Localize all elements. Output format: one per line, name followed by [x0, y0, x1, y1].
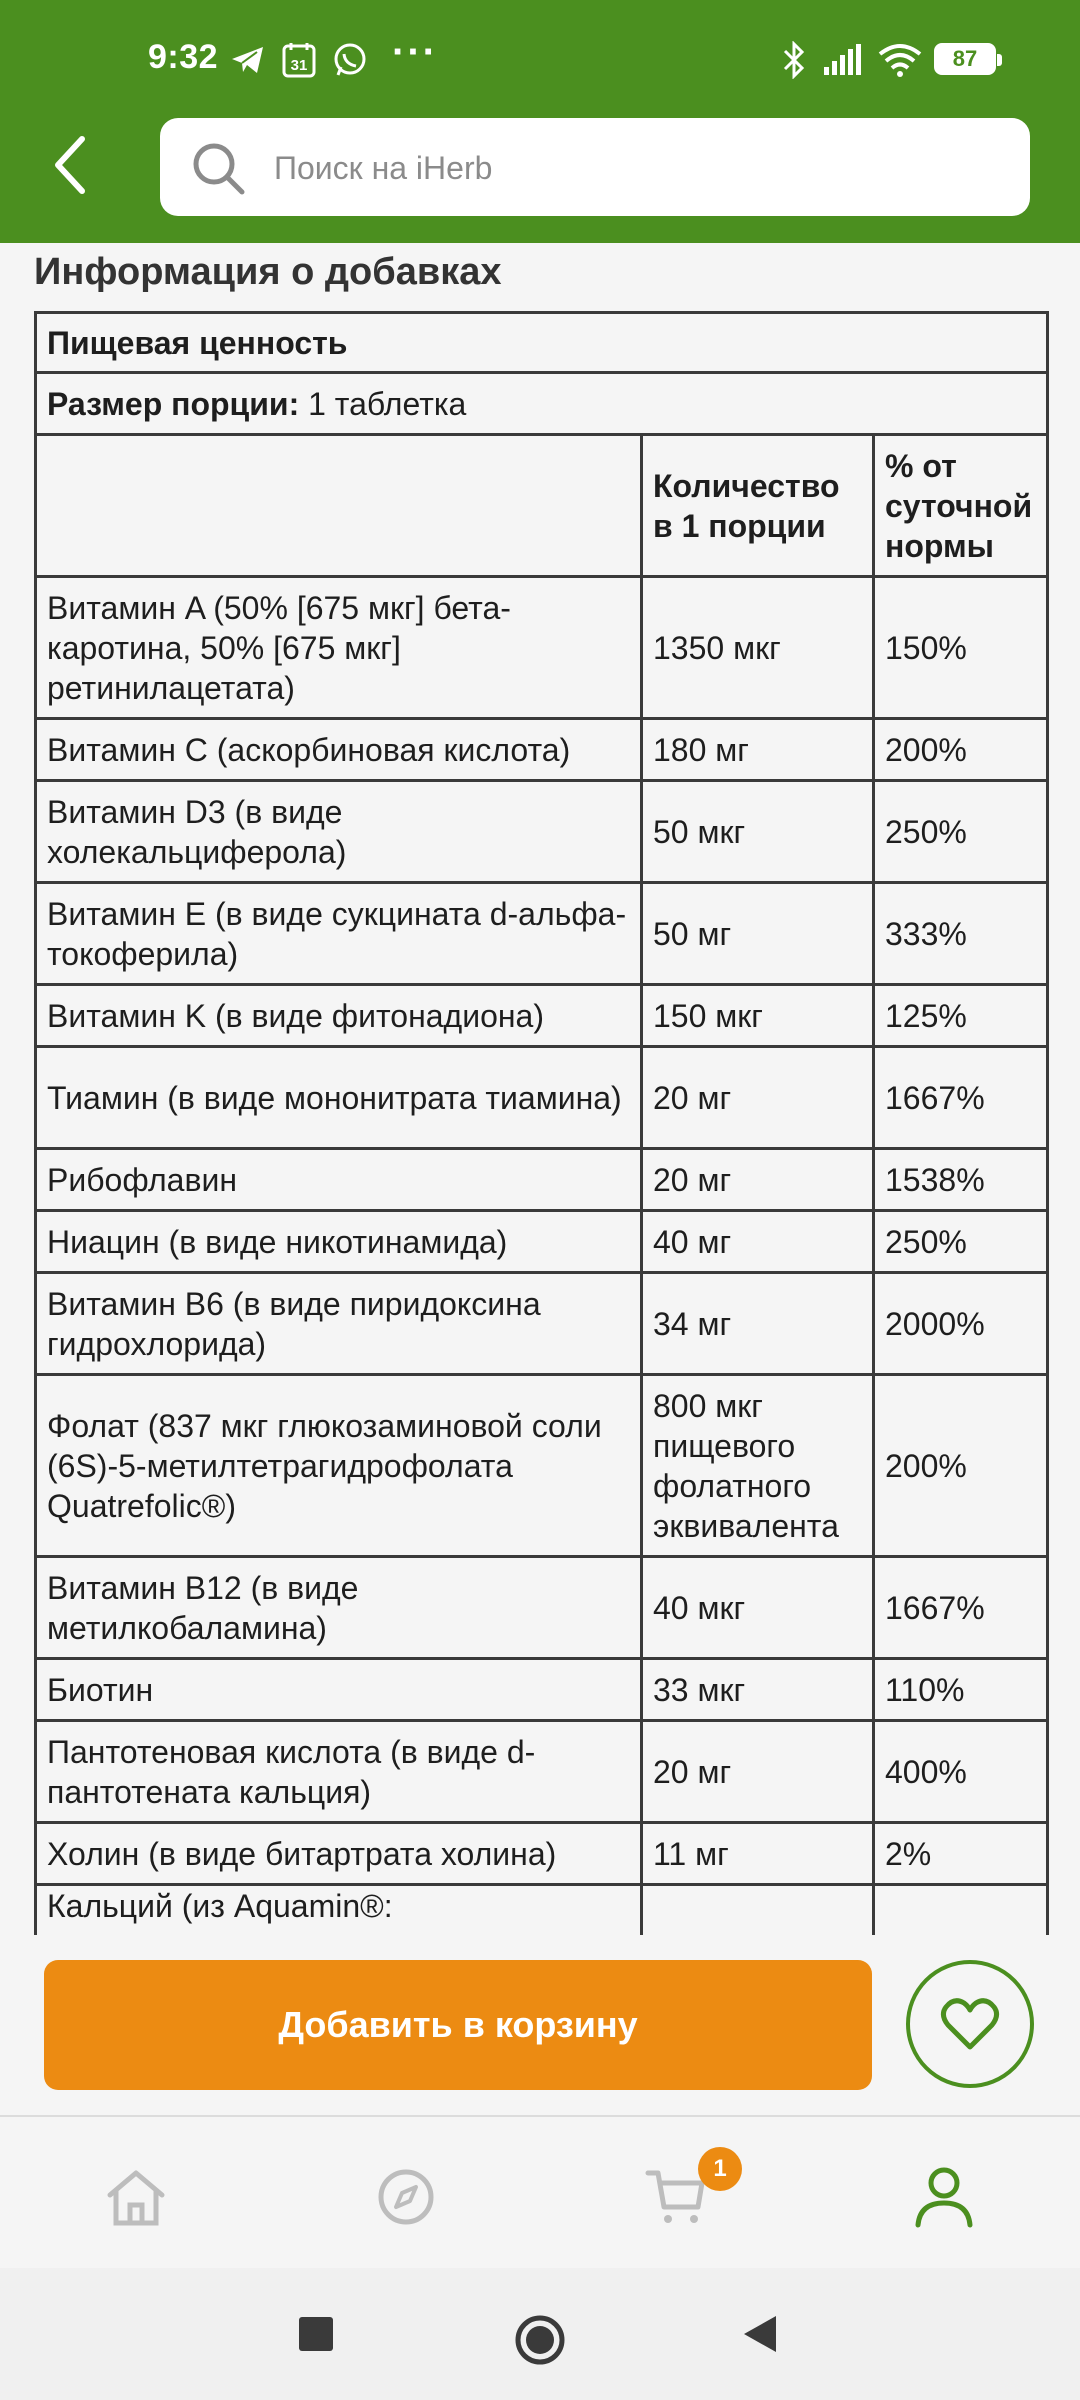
table-header-row [36, 435, 1048, 577]
nutrient-amount-cell: 800 мкг пищевого фолатного эквивалента [642, 1375, 874, 1557]
nutrient-dv-cell: 250% [874, 1211, 1048, 1273]
table-row [36, 1557, 1048, 1659]
compass-icon [376, 2167, 436, 2227]
table-row [36, 1211, 1048, 1273]
nutrient-name-cell: Витамин K (в виде фитонадиона) [36, 985, 642, 1047]
nutrient-amount-cell: 11 мг [642, 1823, 874, 1885]
nutrient-name-cell: Витамин B6 (в виде пиридоксина гидрохлорида) [36, 1273, 642, 1375]
serving-size-cell [36, 373, 1048, 435]
nutrient-amount-cell: 150 мкг [642, 985, 874, 1047]
serving-size-label: Размер порции: [47, 385, 300, 422]
nutrient-dv-cell: 1667% [874, 1047, 1048, 1149]
battery-icon: 87 [934, 43, 996, 75]
bottom-navigation [0, 2117, 1080, 2267]
serving-size-row [36, 373, 1048, 435]
nutrient-name-cell: Витамин D3 (в виде холекальциферола) [36, 781, 642, 883]
table-row [36, 1885, 1048, 1936]
back-button[interactable] [40, 130, 100, 200]
nav-account[interactable] [904, 2157, 984, 2237]
heart-icon [940, 1997, 1000, 2051]
nutrient-name-cell: Биотин [36, 1659, 642, 1721]
bluetooth-icon [782, 40, 806, 80]
search-input[interactable] [272, 140, 996, 196]
home-icon [104, 2167, 168, 2227]
table-row [36, 781, 1048, 883]
table-row [36, 1659, 1048, 1721]
nutrient-dv-cell: 200% [874, 1375, 1048, 1557]
nutrient-name-cell: Пантотеновая кислота (в виде d-пантотената кальция) [36, 1721, 642, 1823]
header-amount: Количество в 1 порции [642, 435, 874, 577]
section-title: Информация о добавках [34, 251, 502, 293]
telegram-icon [230, 40, 266, 80]
nutrient-dv-cell: 200% [874, 719, 1048, 781]
table-title: Пищевая ценность [36, 313, 1048, 373]
status-time: 9:32 [148, 38, 219, 76]
back-system-button[interactable] [742, 2314, 778, 2354]
nutrient-dv-cell: 1667% [874, 1557, 1048, 1659]
table-row [36, 719, 1048, 781]
table-title-row [36, 313, 1048, 373]
more-notifications-icon: ··· [392, 30, 438, 74]
nutrient-name-cell: Рибофлавин [36, 1149, 642, 1211]
nutrient-amount-cell: 50 мг [642, 883, 874, 985]
search-icon [190, 140, 246, 201]
nutrient-dv-cell: 150% [874, 577, 1048, 719]
serving-size-value: 1 таблетка [299, 385, 467, 422]
nutrient-dv-cell: 125% [874, 985, 1048, 1047]
search-bar[interactable] [160, 118, 1030, 216]
app-header [0, 0, 1080, 243]
table-row [36, 1273, 1048, 1375]
nutrient-name-cell: Ниацин (в виде никотинамида) [36, 1211, 642, 1273]
table-row [36, 1721, 1048, 1823]
triangle-back-icon [742, 2314, 778, 2354]
nutrient-amount-cell: 180 мг [642, 719, 874, 781]
cart-badge: 1 [698, 2147, 742, 2191]
add-to-cart-button[interactable]: Добавить в корзину [44, 1960, 872, 2090]
whatsapp-icon [332, 40, 368, 80]
nutrient-amount-cell: 34 мг [642, 1273, 874, 1375]
table-row [36, 1149, 1048, 1211]
table-row [36, 883, 1048, 985]
nutrition-table [34, 311, 1049, 1935]
nutrient-amount-cell: 20 мг [642, 1149, 874, 1211]
nutrient-dv-cell: 250% [874, 781, 1048, 883]
nutrient-name-cell: Кальций (из Aquamin®: [36, 1885, 642, 1936]
product-details-content[interactable] [0, 243, 1080, 1935]
nutrient-dv-cell: 110% [874, 1659, 1048, 1721]
header-name-cell [36, 435, 642, 577]
calendar-icon [282, 40, 316, 80]
nutrient-amount-cell: 20 мг [642, 1721, 874, 1823]
nutrient-amount-cell: 20 мг [642, 1047, 874, 1149]
table-row [36, 1375, 1048, 1557]
square-icon [296, 2314, 336, 2354]
table-row [36, 1047, 1048, 1149]
system-navigation [0, 2268, 1080, 2400]
nutrient-amount-cell [642, 1885, 874, 1936]
home-system-button[interactable] [514, 2314, 566, 2366]
nutrient-dv-cell [874, 1885, 1048, 1936]
favorite-button[interactable] [906, 1960, 1034, 2088]
user-icon [914, 2165, 974, 2229]
nutrient-name-cell: Витамин E (в виде сукцината d-альфа-токоферила) [36, 883, 642, 985]
nutrient-dv-cell: 2% [874, 1823, 1048, 1885]
table-row [36, 1823, 1048, 1885]
action-bar [0, 1935, 1080, 2117]
recents-button[interactable] [296, 2314, 336, 2354]
nutrient-amount-cell: 50 мкг [642, 781, 874, 883]
nutrient-name-cell: Тиамин (в виде мононитрата тиамина) [36, 1047, 642, 1149]
signal-icon [822, 40, 864, 80]
nutrient-amount-cell: 40 мг [642, 1211, 874, 1273]
svg-text:31: 31 [290, 57, 308, 74]
status-bar [0, 0, 1080, 120]
nutrient-name-cell: Витамин B12 (в виде метилкобаламина) [36, 1557, 642, 1659]
circle-icon [514, 2314, 566, 2366]
table-row [36, 985, 1048, 1047]
back-arrow-icon [50, 135, 90, 195]
nutrient-name-cell: Витамин C (аскорбиновая кислота) [36, 719, 642, 781]
nav-explore[interactable] [366, 2157, 446, 2237]
nutrient-amount-cell: 40 мкг [642, 1557, 874, 1659]
nutrient-amount-cell: 33 мкг [642, 1659, 874, 1721]
table-row [36, 577, 1048, 719]
nutrient-dv-cell: 333% [874, 883, 1048, 985]
header-dv: % от суточной нормы [874, 435, 1048, 577]
nutrient-dv-cell: 1538% [874, 1149, 1048, 1211]
nutrient-name-cell: Фолат (837 мкг глюкозаминовой соли (6S)-5-метилтетрагидрофолата Quatrefolic®) [36, 1375, 642, 1557]
nutrient-dv-cell: 400% [874, 1721, 1048, 1823]
nutrient-name-cell: Холин (в виде битартрата холина) [36, 1823, 642, 1885]
nutrient-dv-cell: 2000% [874, 1273, 1048, 1375]
nav-home[interactable] [96, 2157, 176, 2237]
wifi-icon [878, 40, 922, 80]
nutrient-name-cell: Витамин A (50% [675 мкг] бета-каротина, 50% [675 мкг] ретинилацетата) [36, 577, 642, 719]
nutrient-amount-cell: 1350 мкг [642, 577, 874, 719]
